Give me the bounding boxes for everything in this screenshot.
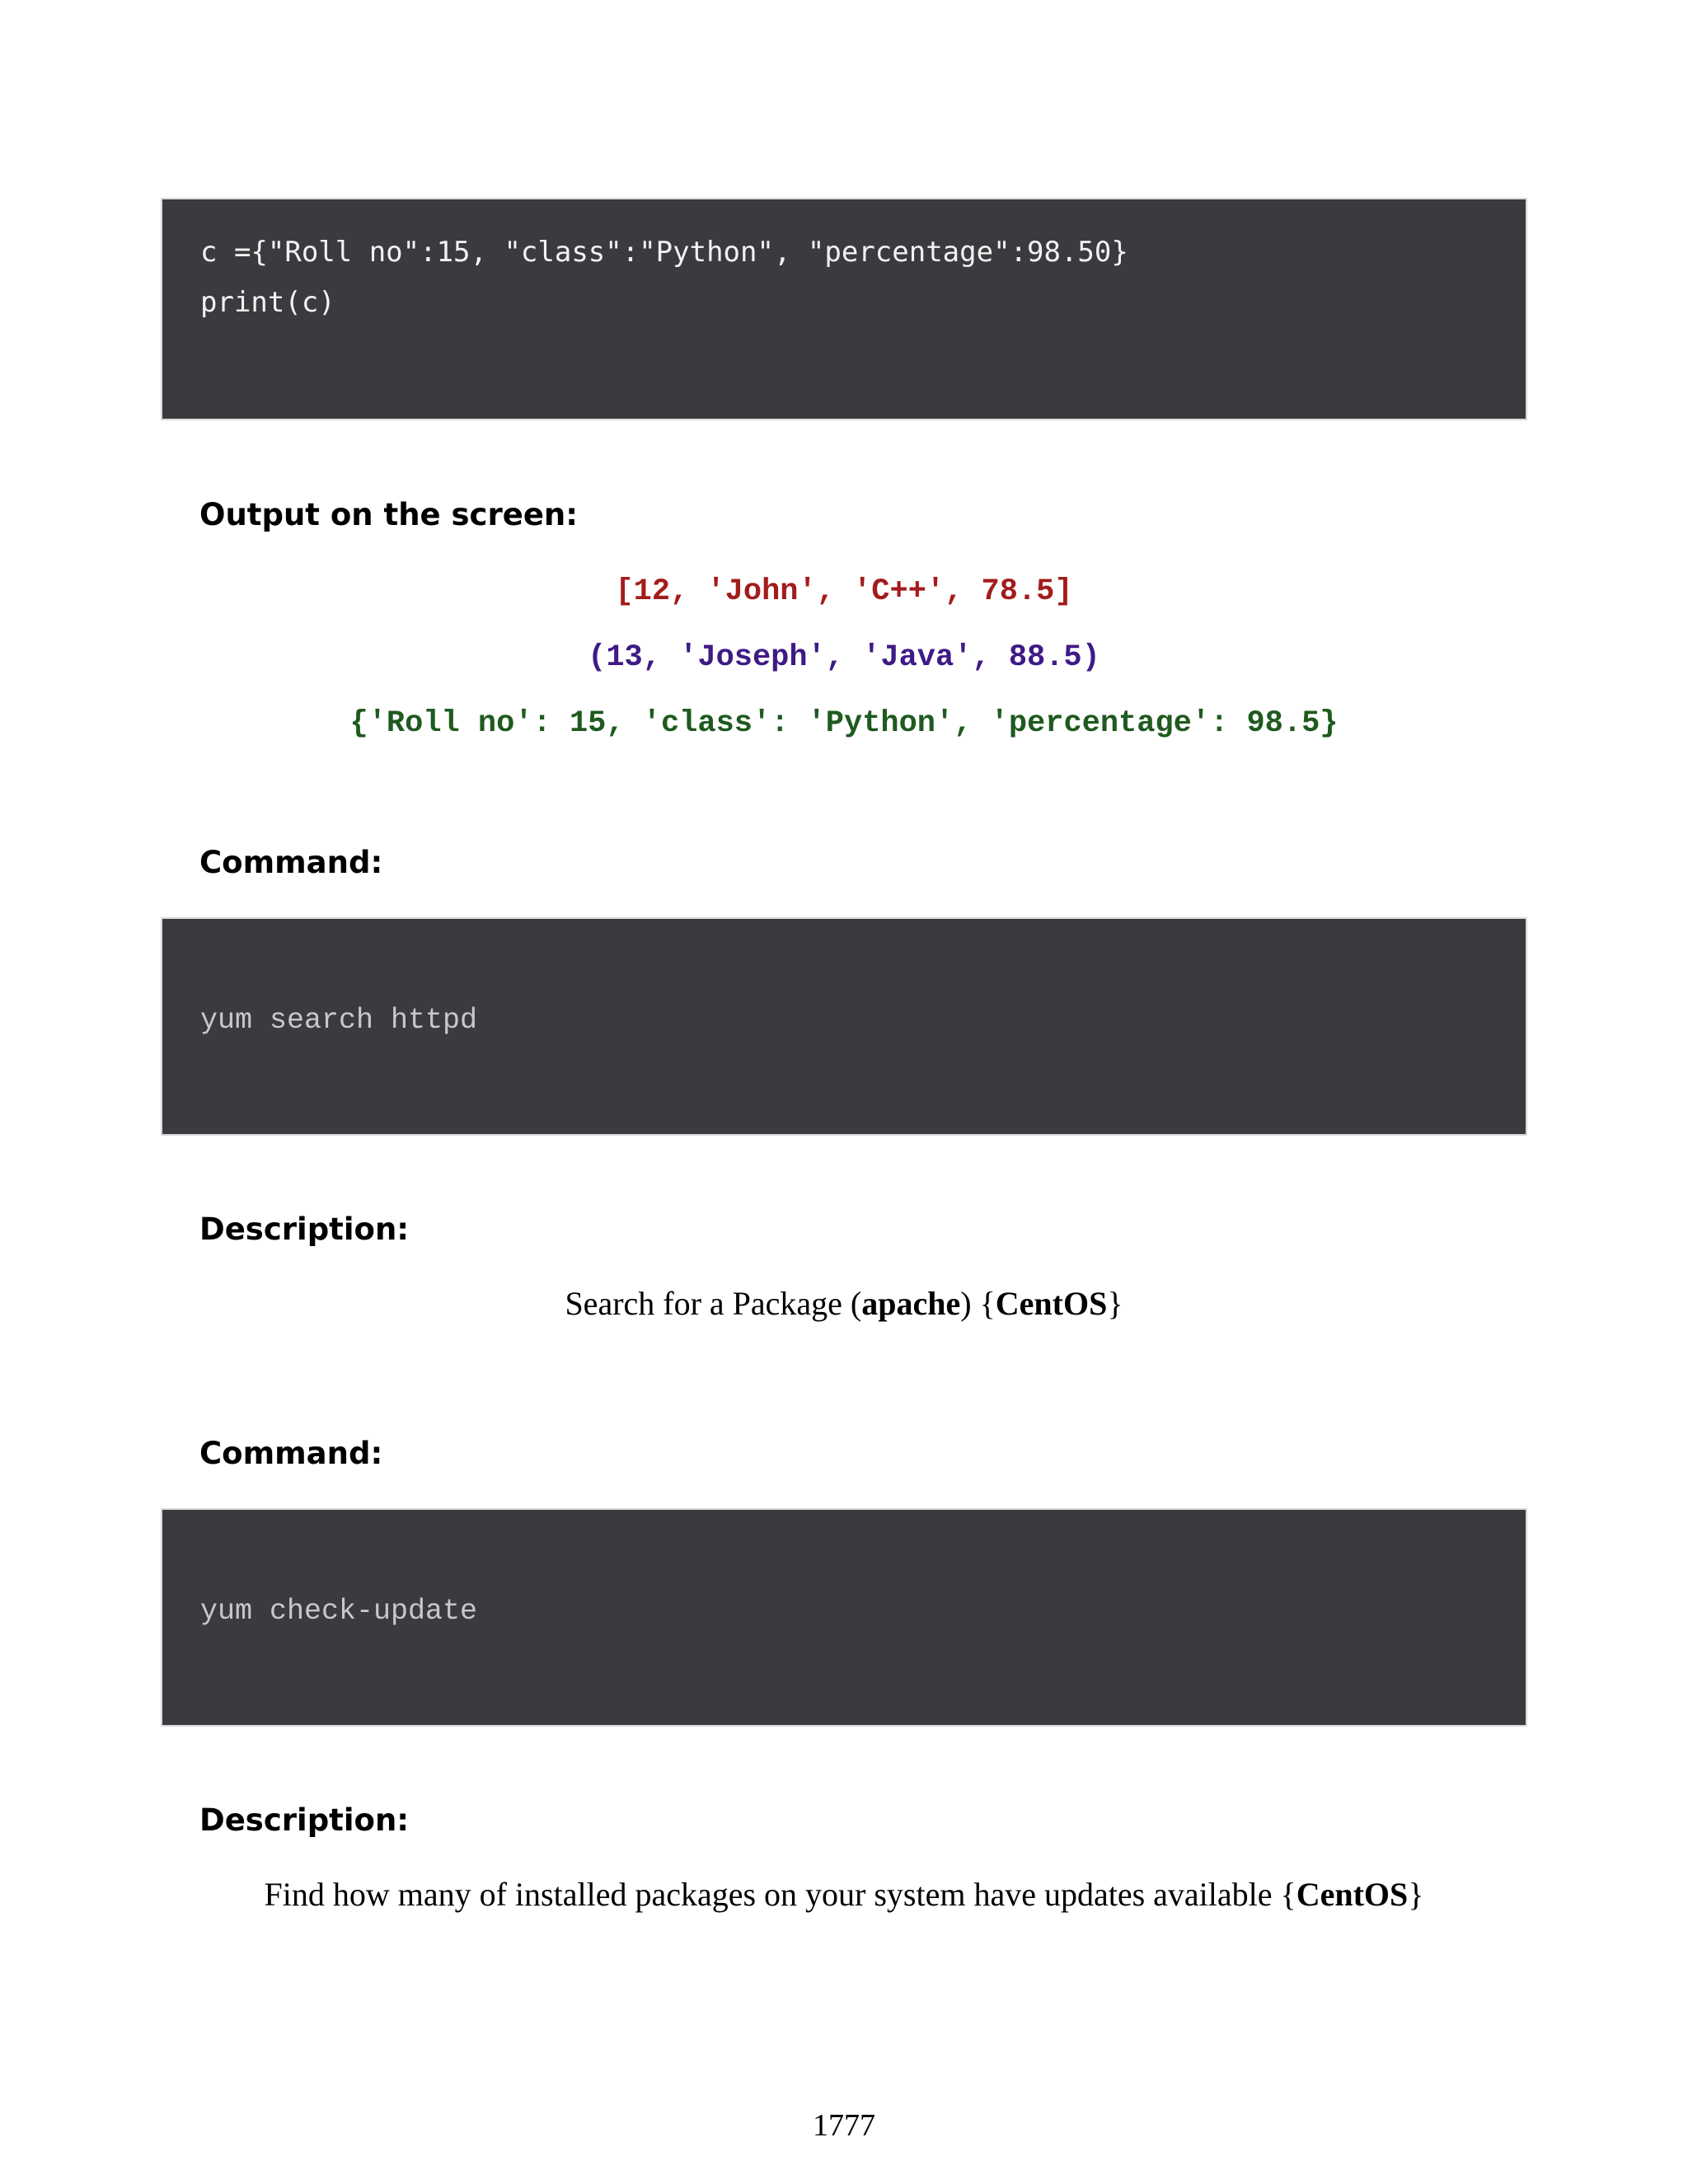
output-line-tuple: (13, 'Joseph', 'Java', 88.5) [588,640,1100,675]
output-heading: Output on the screen: [199,497,579,532]
page-number: 1777 [813,2108,875,2143]
command-text-2: yum check-update [200,1595,478,1628]
code-block-python [161,198,1527,420]
description-heading-1: Description: [199,1212,410,1247]
command-text-1: yum search httpd [200,1004,478,1037]
code-block-command-2 [161,1508,1527,1727]
description-text-2: Find how many of installed packages on your system have updates available {CentOS} [264,1876,1424,1913]
code-line-1: c ={"Roll no":15, "class":"Python", "percentage":98.50} [200,236,1128,269]
output-line-dict: {'Roll no': 15, 'class': 'Python', 'percentage': 98.5} [349,706,1339,741]
description-heading-2: Description: [199,1802,410,1838]
code-block-command-1 [161,917,1527,1136]
description-text-1: Search for a Package (apache) {CentOS} [565,1285,1123,1322]
command-heading-1: Command: [199,845,383,880]
output-line-list: [12, 'John', 'C++', 78.5] [615,574,1073,609]
code-line-2: print(c) [200,286,335,319]
command-heading-2: Command: [199,1436,383,1471]
